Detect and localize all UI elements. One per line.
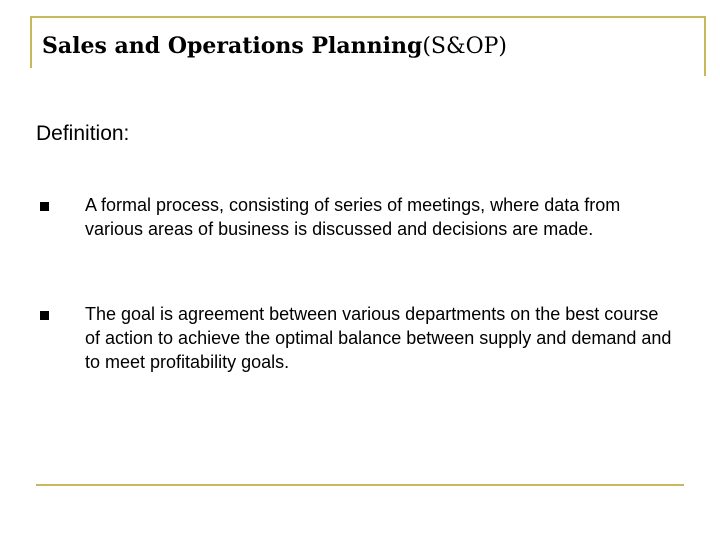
frame-top-line	[32, 16, 706, 18]
slide-title-main: Sales and Operations Planning	[42, 33, 423, 59]
slide-title-suffix: (S&OP)	[422, 34, 508, 59]
slide-title	[42, 29, 507, 64]
bullet-text: The goal is agreement between various departments on the best course of action to achieve the optimal balance between supply and demand and to meet profitability goals.	[85, 304, 672, 372]
definition-heading: Definition:	[36, 122, 130, 145]
bullet-item	[36, 302, 676, 374]
square-bullet-icon	[40, 311, 49, 320]
square-bullet-icon	[40, 202, 49, 211]
frame-bottom-line	[36, 484, 684, 486]
frame-left-line	[30, 16, 32, 68]
frame-right-line	[704, 16, 706, 76]
bullet-item	[36, 193, 676, 241]
bullet-text: A formal process, consisting of series of meetings, where data from various areas of business is discussed and decisions are made.	[85, 195, 621, 239]
